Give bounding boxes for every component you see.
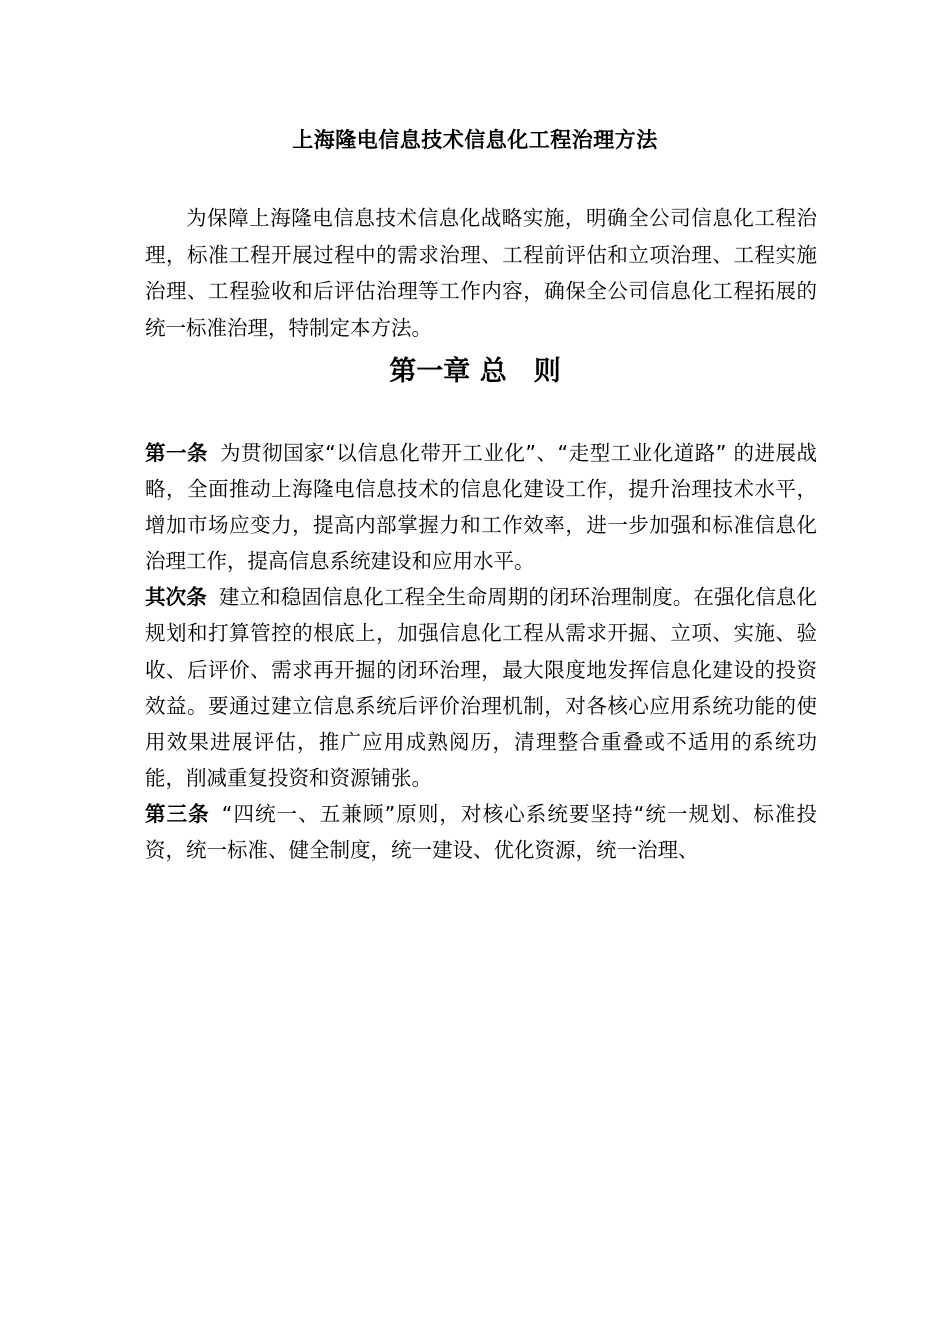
article-3-label: 第三条 — [145, 801, 210, 826]
article-1-text: 为贯彻国家“以信息化带开工业化”、“走型工业化道路” 的进展战略，全面推动上海隆电信息技术的信息化建设工作，提升治理技术水平，增加市场应变力，提高内部掌握力和工作效率，进一步加强和标准信息化治理工作，提高信息系统建设和应用水平。 — [145, 441, 817, 574]
article-2-text: 建立和稳固信息化工程全生命周期的闭环治理制度。在强化信息化规划和打算管控的根底上，加强信息化工程从需求开掘、立项、实施、验收、后评价、需求再开掘的闭环治理，最大限度地发挥信息化建设的投资效益。要通过建立信息系统后评价治理机制，对各核心应用系统功能的使用效果进展评估，推广应用成熟阅历，清理整合重叠或不适用的系统功能，削减重复投资和资源铺张。 — [145, 585, 818, 790]
document-title: 上海隆电信息技术信息化工程治理方法 — [292, 128, 658, 152]
article-list — [145, 435, 817, 868]
article-2-label: 其次条 — [145, 585, 207, 610]
intro-paragraph: 为保障上海隆电信息技术信息化战略实施，明确全公司信息化工程治理，标准工程开展过程中的需求治理、工程前评估和立项治理、工程实施治理、工程验收和后评估治理等工作内容，确保全公司信息化工程拓展的统一标准治理，特制定本方法。 — [145, 206, 817, 340]
article-1-label: 第一条 — [145, 441, 209, 465]
article-1 — [145, 435, 817, 579]
chapter-title: 第一章 总 则 — [389, 356, 561, 387]
article-2 — [145, 579, 817, 796]
article-3 — [145, 796, 817, 868]
article-3-text: “四统一、五兼顾”原则，对核心系统要坚持“统一规划、标准投资，统一标准、健全制度，统一建设、优化资源，统一治理、 — [145, 801, 817, 863]
